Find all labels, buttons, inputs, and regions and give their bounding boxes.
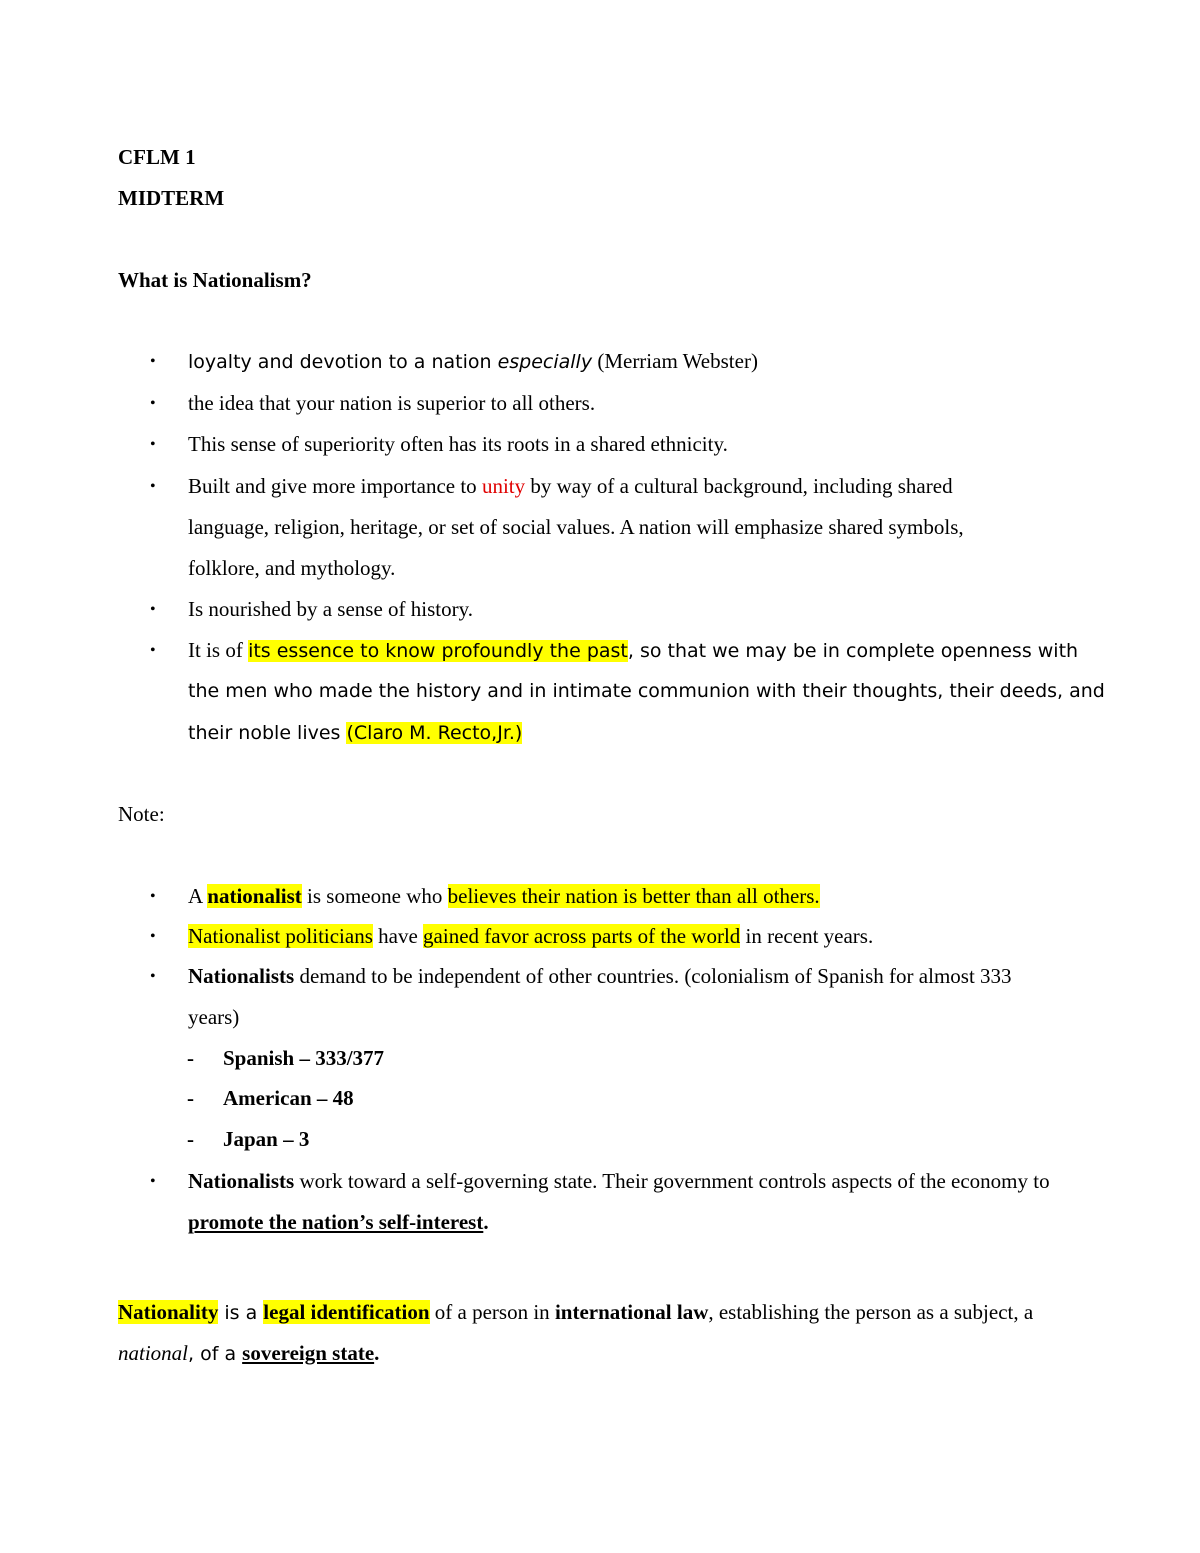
- highlighted-text: believes their nation is better than all others.: [447, 884, 820, 908]
- bullet-text: have: [372, 924, 424, 948]
- bullet-icon: •: [150, 436, 156, 453]
- note-label: Note:: [118, 802, 165, 826]
- bullet-text: A: [188, 884, 208, 908]
- highlighted-text: Nationalist politicians: [188, 924, 373, 948]
- sub-list-text: Japan – 3: [223, 1127, 310, 1151]
- bullet-text: is someone who: [301, 884, 448, 908]
- bullet-text: Built and give more importance to: [188, 474, 482, 498]
- paragraph-text: , establishing the person as a subject, a: [708, 1300, 1034, 1324]
- course-code: CFLM 1: [118, 145, 196, 169]
- bullet-text: the idea that your nation is superior to all others.: [188, 391, 596, 415]
- bullet-icon: •: [150, 888, 156, 905]
- bullet-icon: •: [150, 968, 156, 985]
- bullet-text-italic: especially: [497, 351, 593, 373]
- dash-icon: -: [187, 1046, 194, 1070]
- sub-list-text: Spanish – 333/377: [223, 1046, 385, 1070]
- highlighted-text: gained favor across parts of the world: [423, 924, 741, 948]
- highlighted-term: Nationality: [118, 1300, 219, 1324]
- bullet-text: (Merriam Webster): [592, 349, 758, 373]
- highlighted-term: nationalist: [207, 884, 302, 908]
- bullet-text-continuation: the men who made the history and in intimate communion with their thoughts, their deeds, and: [188, 680, 1105, 702]
- bullet-text-continuation: language, religion, heritage, or set of social values. A nation will emphasize shared symbols,: [188, 515, 964, 539]
- highlight-red-text: unity: [481, 474, 526, 498]
- bullet-icon: •: [150, 478, 156, 495]
- bullet-icon: •: [150, 928, 156, 945]
- paragraph-text: is a: [218, 1302, 264, 1324]
- bullet-text-continuation: their noble lives: [188, 722, 347, 744]
- sub-list-text: American – 48: [223, 1086, 354, 1110]
- bullet-text: .: [483, 1210, 489, 1234]
- bullet-icon: •: [150, 395, 156, 412]
- bullet-icon: •: [150, 353, 156, 370]
- bullet-icon: •: [150, 1173, 156, 1190]
- bullet-text: Is nourished by a sense of history.: [188, 597, 474, 621]
- bullet-text: by way of a cultural background, including shared: [525, 474, 953, 498]
- paragraph-text: of a person in: [429, 1300, 555, 1324]
- underlined-bold-text: sovereign state: [242, 1341, 375, 1365]
- bullet-icon: •: [150, 601, 156, 618]
- bullet-text: in recent years.: [740, 924, 874, 948]
- bullet-icon: •: [150, 642, 156, 659]
- bullet-text: This sense of superiority often has its roots in a shared ethnicity.: [188, 432, 728, 456]
- dash-icon: -: [187, 1127, 194, 1151]
- paragraph-text: , of a: [188, 1343, 243, 1365]
- dash-icon: -: [187, 1086, 194, 1110]
- bullet-text: loyalty and devotion to a nation: [188, 351, 498, 373]
- highlighted-text: its essence to know profoundly the past: [248, 640, 628, 662]
- bullet-text: demand to be independent of other countries. (colonialism of Spanish for almost 333: [294, 964, 1012, 988]
- term-label: MIDTERM: [118, 186, 225, 210]
- highlighted-citation: (Claro M. Recto,Jr.): [346, 722, 523, 744]
- bullet-text: work toward a self-governing state. Their government controls aspects of the economy to: [294, 1169, 1050, 1193]
- underlined-bold-text: promote the nation’s self-interest: [188, 1210, 484, 1234]
- highlighted-term: legal identification: [263, 1300, 430, 1324]
- bold-term: international law: [554, 1300, 709, 1324]
- italic-term: national: [118, 1341, 189, 1365]
- paragraph-text: .: [374, 1341, 380, 1365]
- bold-term: Nationalists: [188, 1169, 295, 1193]
- bullet-text-continuation: folklore, and mythology.: [188, 556, 396, 580]
- bold-term: Nationalists: [188, 964, 295, 988]
- bullet-text: , so that we may be in complete openness with: [627, 640, 1079, 662]
- section-heading: What is Nationalism?: [118, 268, 312, 292]
- bullet-text-continuation: years): [188, 1005, 240, 1029]
- bullet-text: It is of: [188, 638, 249, 662]
